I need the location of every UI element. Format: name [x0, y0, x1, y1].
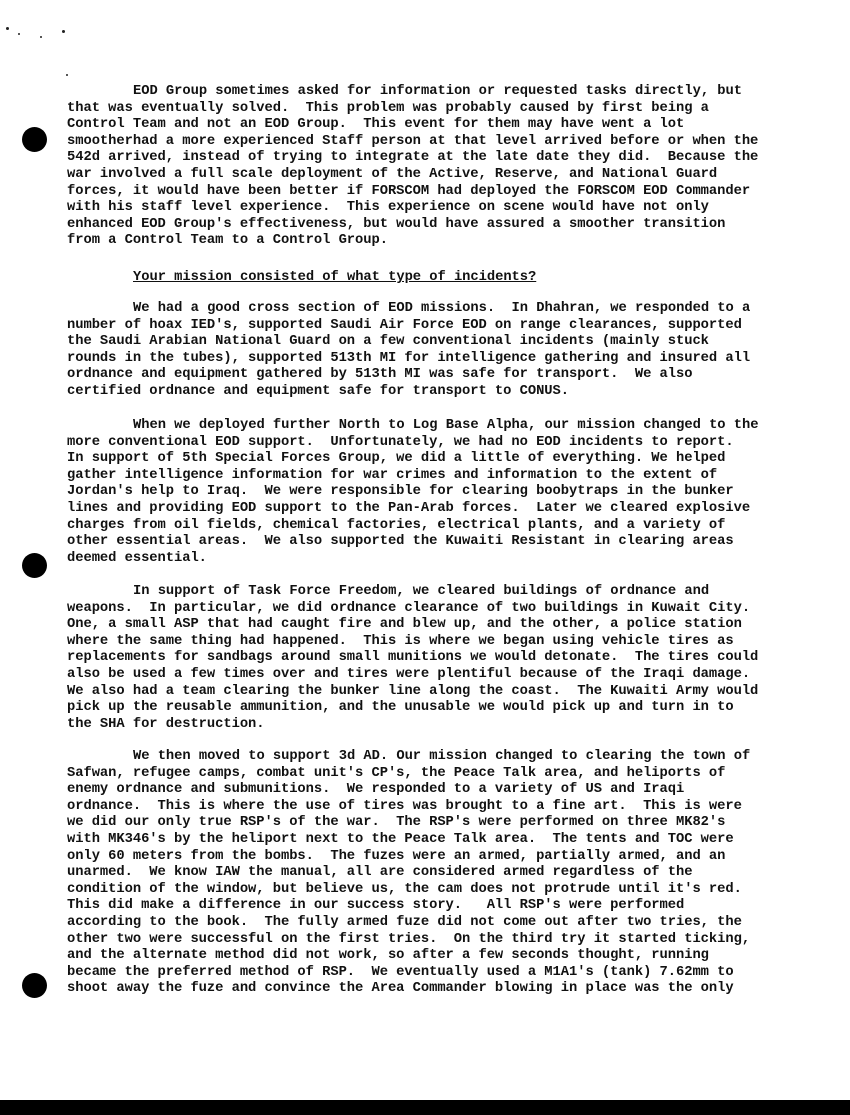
scan-speck: [40, 36, 42, 38]
text-line: lines and providing EOD support to the Pan-Arab forces. Later we cleared explosive: [67, 500, 751, 516]
text-line: unarmed. We know IAW the manual, all are considered armed regardless of the: [67, 865, 693, 881]
text-line: with MK346's by the heliport next to the Peace Talk area. The tents and TOC were: [67, 831, 734, 847]
text-line: the Saudi Arabian National Guard on a few conventional incidents (mainly stuck: [67, 334, 709, 350]
paragraph-5: [67, 749, 750, 998]
scan-speck: [6, 27, 9, 30]
text-line: We then moved to support 3d AD. Our mission changed to clearing the town of: [133, 749, 751, 764]
text-line: rounds in the tubes), supported 513th MI for intelligence gathering and insured all: [67, 350, 751, 366]
text-line: We also had a team clearing the bunker line along the coast. The Kuwaiti Army would: [67, 683, 759, 699]
text-line: We had a good cross section of EOD missions. In Dhahran, we responded to a: [133, 301, 751, 316]
punch-hole: [22, 973, 47, 998]
scan-speck: [18, 33, 20, 35]
scan-bottom-edge: [0, 1100, 850, 1115]
text-line: we did our only true RSP's of the war. The RSP's were performed on three MK82's: [67, 815, 726, 831]
punch-hole: [22, 553, 47, 578]
text-line: more conventional EOD support. Unfortunately, we had no EOD incidents to report.: [67, 434, 734, 450]
scan-speck: [62, 30, 65, 33]
paragraph-1: [67, 84, 758, 250]
text-line: only 60 meters from the bombs. The fuzes were an armed, partially armed, and an: [67, 848, 726, 864]
text-line: enhanced EOD Group's effectiveness, but would have assured a smoother transition: [67, 216, 726, 232]
text-line: Jordan's help to Iraq. We were responsible for clearing boobytraps in the bunker: [67, 484, 734, 500]
text-line: from a Control Team to a Control Group.: [67, 233, 388, 249]
text-line: Control Team and not an EOD Group. This event for them may have went a lot: [67, 117, 685, 133]
text-line: that was eventually solved. This problem was probably caused by first being a: [67, 100, 709, 116]
text-line: gather intelligence information for war crimes and information to the extent of: [67, 467, 718, 483]
text-line: according to the book. The fully armed fuze did not come out after two tries, the: [67, 914, 742, 930]
text-line: This did make a difference in our success story. All RSP's were performed: [67, 898, 685, 914]
text-line: forces, it would have been better if FORSCOM had deployed the FORSCOM EOD Commander: [67, 183, 751, 199]
paragraph-3: [67, 418, 758, 567]
text-line: Safwan, refugee camps, combat unit's CP's, the Peace Talk area, and heliports of: [67, 765, 726, 781]
text-line: certified ordnance and equipment safe for transport to CONUS.: [67, 383, 569, 399]
text-line: other two were successful on the first tries. On the third try it started ticking,: [67, 931, 751, 947]
section-heading: Your mission consisted of what type of incidents?: [133, 270, 537, 285]
text-line: 542d arrived, instead of trying to integrate at the late date they did. Because the: [67, 150, 759, 166]
text-line: ordnance. This is where the use of tires was brought to a fine art. This is were: [67, 798, 742, 814]
text-line: the SHA for destruction.: [67, 716, 265, 732]
text-line: where the same thing had happened. This is where we began using vehicle tires as: [67, 633, 734, 649]
punch-hole: [22, 127, 47, 152]
text-line: replacements for sandbags around small munitions we would detonate. The tires could: [67, 650, 759, 666]
text-line: ordnance and equipment gathered by 513th MI was safe for transport. We also: [67, 367, 693, 383]
text-line: war involved a full scale deployment of the Active, Reserve, and National Guard: [67, 166, 718, 182]
text-line: In support of 5th Special Forces Group, we did a little of everything. We helped: [67, 451, 726, 467]
text-line: smootherhad a more experienced Staff person at that level arrived before or when the: [67, 133, 759, 149]
text-line: condition of the window, but believe us, the cam does not protrude until it's red.: [67, 881, 742, 897]
text-line: number of hoax IED's, supported Saudi Air Force EOD on range clearances, supported: [67, 317, 742, 333]
paragraph-4: [67, 584, 758, 733]
text-line: other essential areas. We also supported the Kuwaiti Resistant in clearing areas: [67, 534, 734, 550]
text-line: One, a small ASP that had caught fire and blew up, and the other, a police station: [67, 617, 742, 633]
text-line: charges from oil fields, chemical factories, electrical plants, and a variety of: [67, 517, 726, 533]
text-line: with his staff level experience. This experience on scene would have not only: [67, 200, 709, 216]
text-line: When we deployed further North to Log Base Alpha, our mission changed to the: [133, 418, 759, 433]
text-line: shoot away the fuze and convince the Area Commander blowing in place was the only: [67, 981, 734, 997]
text-line: EOD Group sometimes asked for information or requested tasks directly, but: [133, 84, 742, 99]
text-line: pick up the reusable ammunition, and the unusable we would pick up and turn in to: [67, 700, 734, 716]
text-line: enemy ordnance and submunitions. We responded to a variety of US and Iraqi: [67, 782, 685, 798]
text-line: deemed essential.: [67, 550, 207, 566]
text-line: also be used a few times over and tires were plentiful because of the Iraqi damage.: [67, 666, 751, 682]
text-line: and the alternate method did not work, so after a few seconds thought, running: [67, 948, 709, 964]
text-line: became the preferred method of RSP. We eventually used a M1A1's (tank) 7.62mm to: [67, 964, 734, 980]
scan-speck: [66, 74, 68, 76]
text-line: In support of Task Force Freedom, we cleared buildings of ordnance and: [133, 584, 710, 599]
text-line: weapons. In particular, we did ordnance clearance of two buildings in Kuwait City.: [67, 600, 751, 616]
paragraph-2: [67, 301, 750, 401]
